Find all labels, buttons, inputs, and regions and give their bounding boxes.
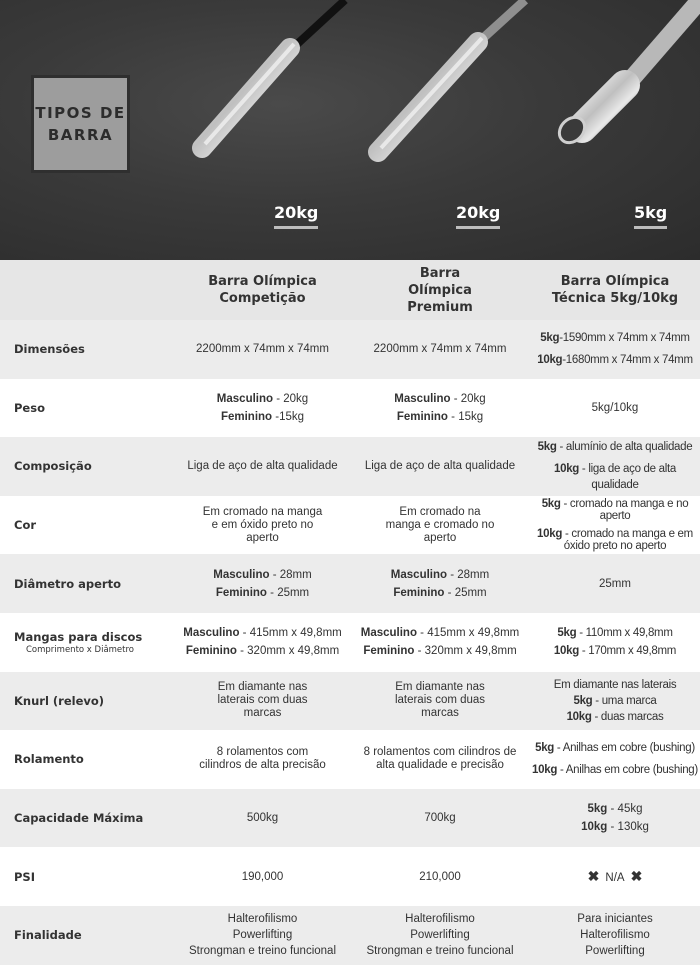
cell-tecnica: 5kg-1590mm x 74mm x 74mm 10kg-1680mm x 74mm x 74mm <box>530 320 700 379</box>
row-label: Finalidade <box>0 906 175 965</box>
cell-tecnica: 25mm <box>530 554 700 613</box>
cell-tecnica: Para iniciantes Halterofilismo Powerlifting <box>530 906 700 965</box>
header-empty <box>0 260 175 320</box>
cell-premium: Masculino - 415mm x 49,8mm Feminino - 320mm x 49,8mm <box>350 613 530 672</box>
row-label: Cor <box>0 496 175 555</box>
comparison-table <box>0 260 700 965</box>
cell-competicao: Em cromado na manga e em óxido preto no aperto <box>175 496 350 555</box>
header-tecnica: Barra Olímpica Técnica 5kg/10kg <box>530 260 700 320</box>
title-box <box>31 75 130 173</box>
table-row-composicao <box>0 437 700 496</box>
row-sublabel: Comprimento x Diâmetro <box>26 644 134 655</box>
table-row-finalidade <box>0 906 700 965</box>
table-row-rolamento <box>0 730 700 789</box>
cell-premium: 2200mm x 74mm x 74mm <box>350 320 530 379</box>
table-header-row <box>0 260 700 320</box>
table-row-mangas <box>0 613 700 672</box>
table-row-capacidade <box>0 789 700 848</box>
cell-competicao: 500kg <box>175 789 350 848</box>
weight-label-2: 20kg <box>456 203 500 229</box>
weight-label-3: 5kg <box>634 203 667 229</box>
cell-premium: Halterofilismo Powerlifting Strongman e treino funcional <box>350 906 530 965</box>
cell-tecnica: 5kg - 110mm x 49,8mm 10kg - 170mm x 49,8mm <box>530 613 700 672</box>
cell-premium: 8 rolamentos com cilindros de alta qualidade e precisão <box>350 730 530 789</box>
cell-premium: Masculino - 28mm Feminino - 25mm <box>350 554 530 613</box>
cell-tecnica: 5kg/10kg <box>530 379 700 438</box>
row-label: Rolamento <box>0 730 175 789</box>
hero-banner <box>0 0 700 260</box>
barbell-premium <box>378 0 525 152</box>
cell-premium: Em diamante nas laterais com duas marcas <box>350 672 530 731</box>
cell-competicao: 190,000 <box>175 847 350 906</box>
title-line-2: BARRA <box>47 126 114 144</box>
cell-premium: Liga de aço de alta qualidade <box>350 437 530 496</box>
cell-tecnica: 5kg - alumínio de alta qualidade 10kg - liga de aço de alta qualidade <box>530 437 700 496</box>
cell-competicao: 8 rolamentos com cilindros de alta precisão <box>175 730 350 789</box>
cell-tecnica: 5kg - Anilhas em cobre (bushing) 10kg - Anilhas em cobre (bushing) <box>530 730 700 789</box>
barbell-tecnica <box>554 0 700 148</box>
row-label: Dimensões <box>0 320 175 379</box>
cell-competicao: Em diamante nas laterais com duas marcas <box>175 672 350 731</box>
table-row-cor <box>0 496 700 555</box>
cell-competicao: Halterofilismo Powerlifting Strongman e treino funcional <box>175 906 350 965</box>
table-row-peso <box>0 379 700 438</box>
row-label: Composição <box>0 437 175 496</box>
header-competicao: Barra Olímpica Competição <box>175 260 350 320</box>
cell-tecnica: Em diamante nas laterais 5kg - uma marca 10kg - duas marcas <box>530 672 700 731</box>
header-premium: Barra Olímpica Premium <box>350 260 530 320</box>
row-label: Knurl (relevo) <box>0 672 175 731</box>
row-label: Peso <box>0 379 175 438</box>
table-row-knurl <box>0 672 700 731</box>
close-icon: ✖ <box>587 867 600 884</box>
cell-tecnica: ✖ N/A ✖ <box>530 847 700 906</box>
row-label: Diâmetro aperto <box>0 554 175 613</box>
cell-premium: Em cromado na manga e cromado no aperto <box>350 496 530 555</box>
cell-competicao: Masculino - 415mm x 49,8mm Feminino - 320mm x 49,8mm <box>175 613 350 672</box>
cell-competicao: Masculino - 28mm Feminino - 25mm <box>175 554 350 613</box>
cell-competicao: Masculino - 20kg Feminino -15kg <box>175 379 350 438</box>
cell-competicao: 2200mm x 74mm x 74mm <box>175 320 350 379</box>
row-label: Mangas para discos Comprimento x Diâmetro <box>0 613 175 672</box>
table-row-psi <box>0 847 700 906</box>
cell-competicao: Liga de aço de alta qualidade <box>175 437 350 496</box>
table-row-dimensoes <box>0 320 700 379</box>
barbell-competicao <box>202 0 345 148</box>
title-line-1: TIPOS DE <box>35 104 126 122</box>
cell-tecnica: 5kg - cromado na manga e no aperto 10kg - cromado na manga e em óxido preto no aperto <box>530 496 700 555</box>
weight-label-1: 20kg <box>274 203 318 229</box>
cell-tecnica: 5kg - 45kg 10kg - 130kg <box>530 789 700 848</box>
row-label: PSI <box>0 847 175 906</box>
row-label: Capacidade Máxima <box>0 789 175 848</box>
cell-premium: 210,000 <box>350 847 530 906</box>
table-row-diametro <box>0 554 700 613</box>
cell-premium: Masculino - 20kg Feminino - 15kg <box>350 379 530 438</box>
close-icon: ✖ <box>630 867 643 884</box>
cell-premium: 700kg <box>350 789 530 848</box>
